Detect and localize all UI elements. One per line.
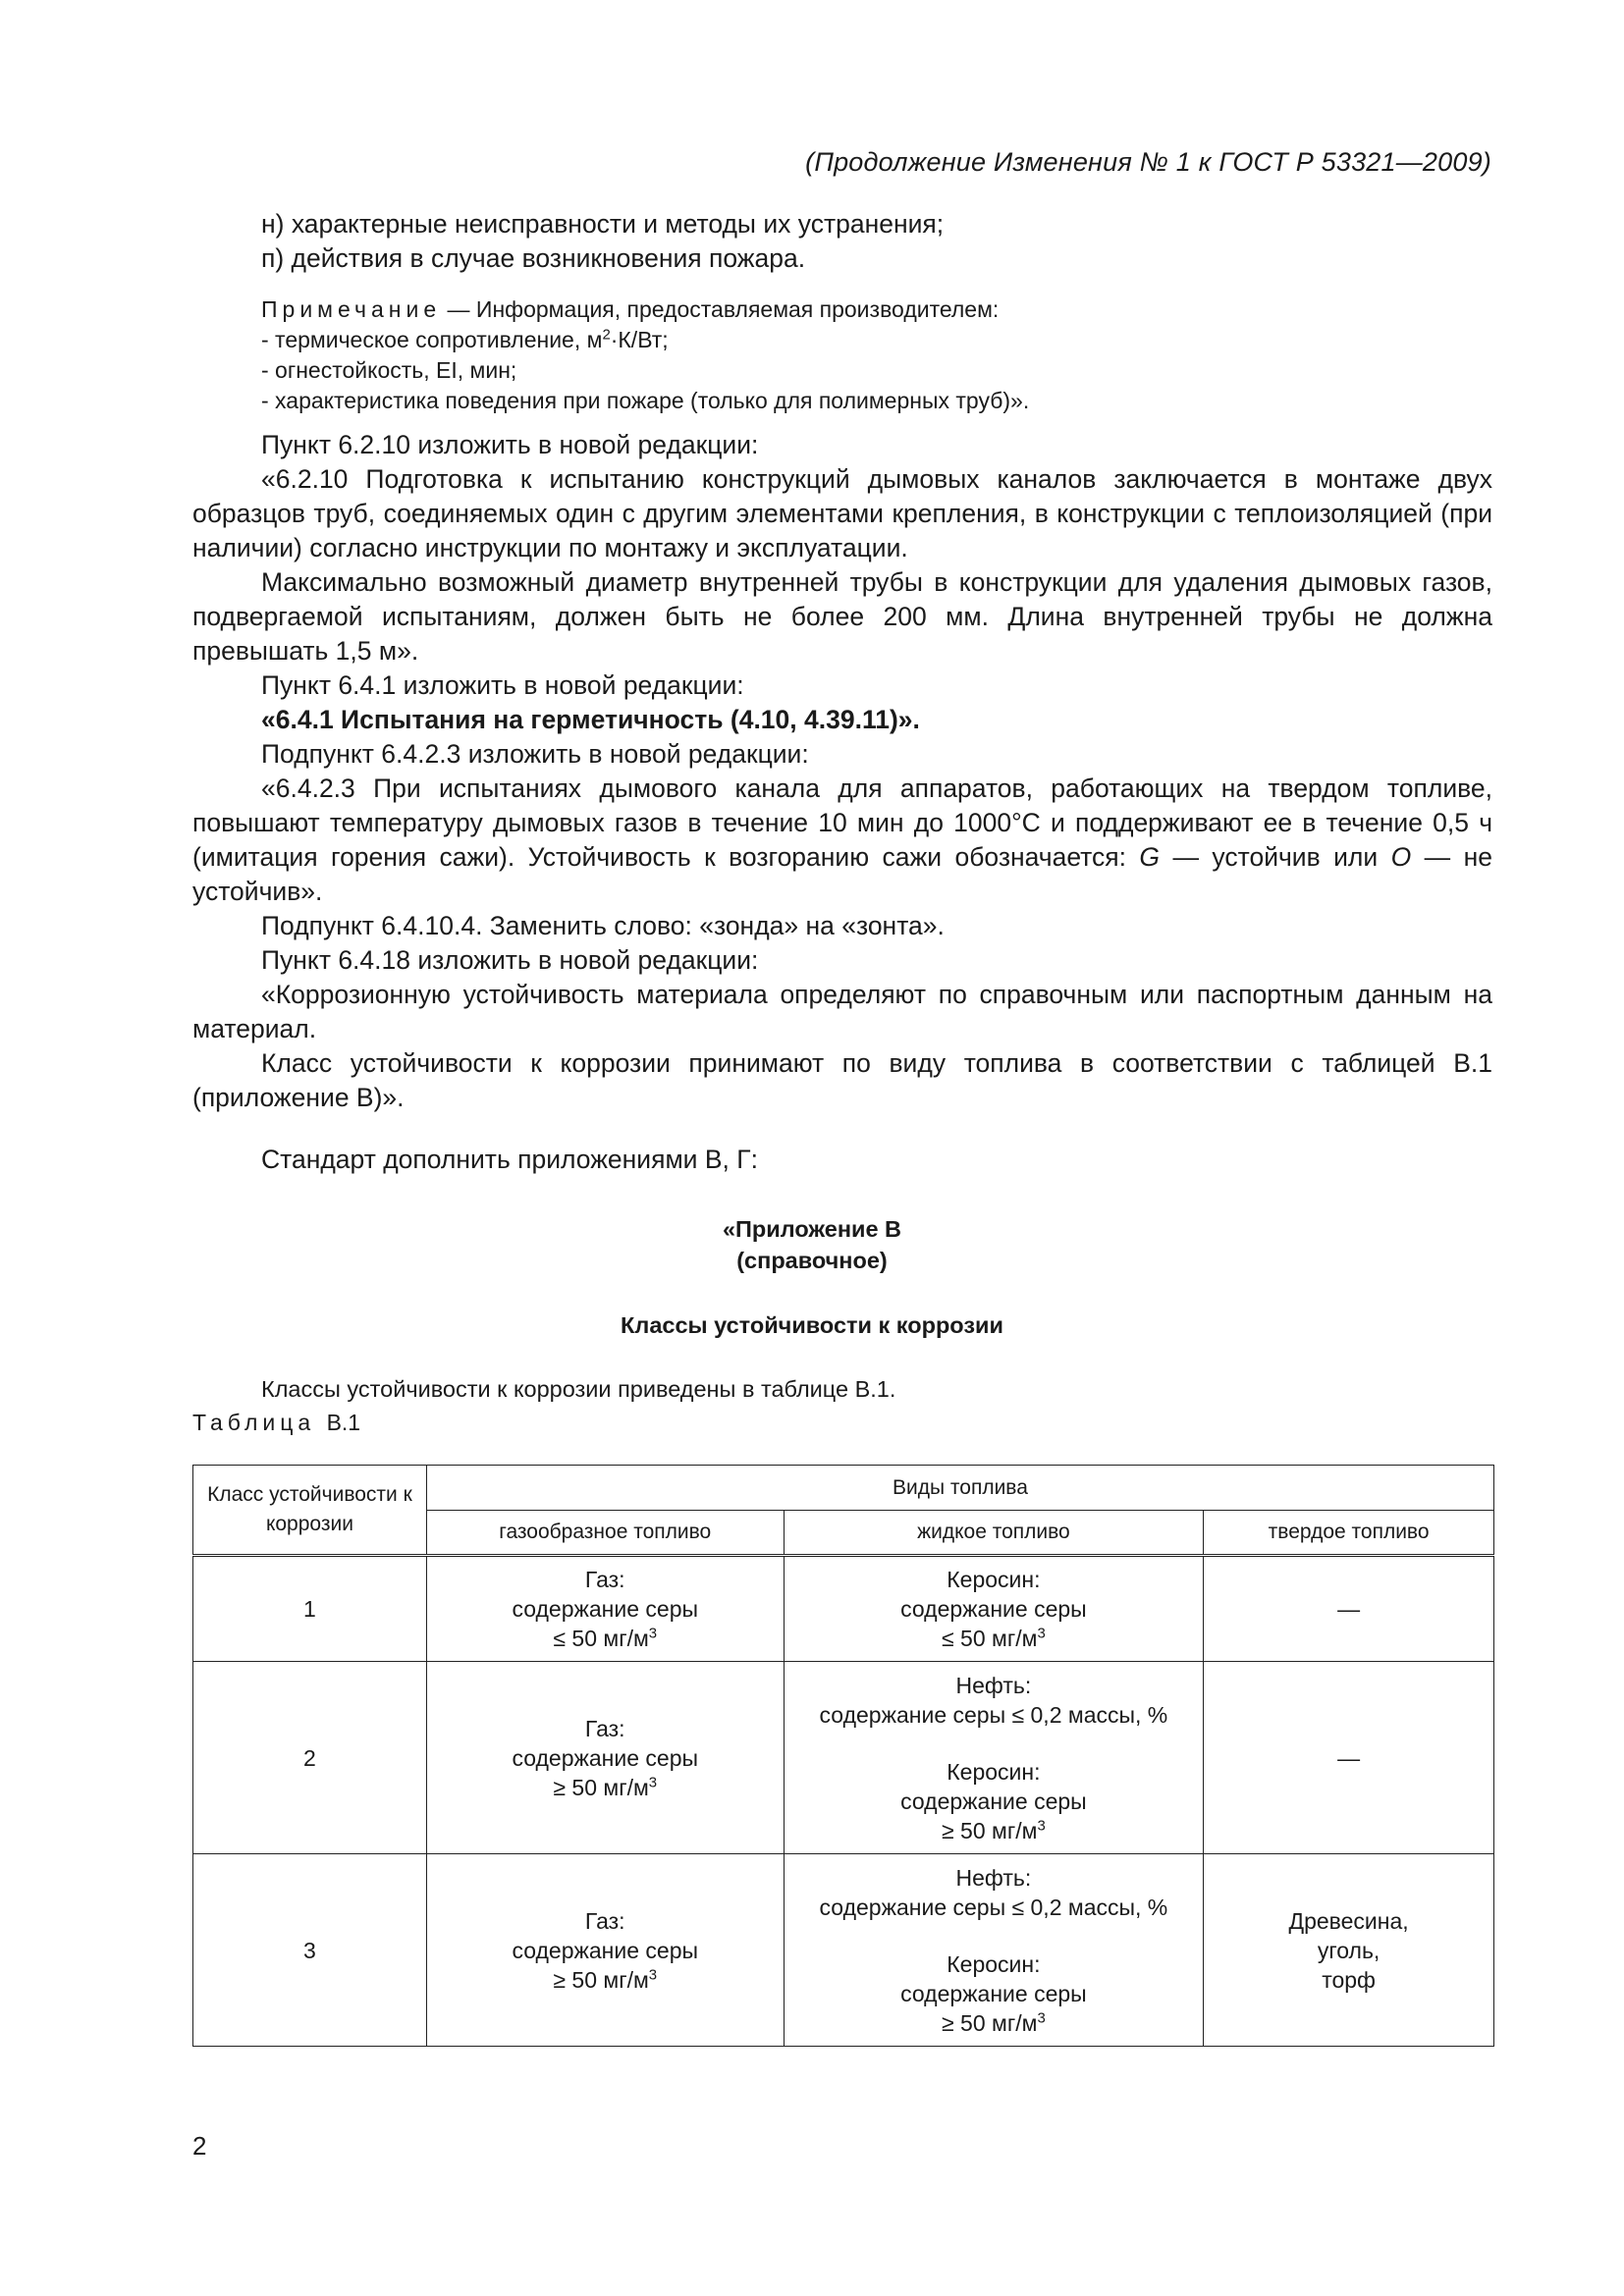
intro-list	[192, 207, 1492, 276]
corrosion-class-table	[192, 1465, 1494, 2047]
header-fuel-types: Виды топлива	[426, 1466, 1493, 1511]
paragraph: Максимально возможный диаметр внутренней трубы в конструкции для удаления дымовых газов, подвергаемой испытаниям, должен быть не более 200 мм. Длина внутренней трубы не должна превышать 1,5 м».	[192, 567, 1492, 666]
table-row: 2 Газ: содержание серы ≥ 50 $мг/м^3$ Нефть: содержание серы ≤ 0,2 массы, % Керосин: содержание серы ≥ 50 $мг/м^3$ —	[193, 1662, 1494, 1854]
paragraph: Стандарт дополнить приложениями В, Г:	[261, 1145, 758, 1174]
paragraph: Подпункт 6.4.10.4. Заменить слово: «зонда» на «зонта».	[261, 911, 945, 940]
header-class: Класс устойчивости к коррозии	[193, 1466, 427, 1556]
table-label: Таблица В.1	[192, 1410, 361, 1435]
paragraph: Пункт 6.4.1 изложить в новой редакции:	[261, 670, 744, 700]
header-liquid: жидкое топливо	[784, 1511, 1204, 1556]
paragraph-bold-clause: «6.4.1 Испытания на герметичность (4.10, 4.39.11)».	[261, 705, 920, 734]
note-item-fire-behaviour: - характеристика поведения при пожаре (только для полимерных труб)».	[261, 388, 1030, 413]
header-gas: газообразное топливо	[426, 1511, 784, 1556]
appendix-heading: Классы устойчивости к коррозии	[621, 1312, 1003, 1338]
paragraph: «Коррозионную устойчивость материала определяют по справочным или паспортным данным на материал.	[192, 980, 1492, 1043]
note-item-thermal: - термическое сопротивление, $м^2\cdot К/Вт$;	[261, 326, 669, 352]
table-row: 1 Газ: содержание серы ≤ 50 $мг/м^3$ Керосин: содержание серы ≤ 50 $мг/м^3$ —	[193, 1556, 1494, 1662]
note-text: — Информация, предоставляемая производителем:	[441, 296, 1000, 322]
header-solid: твердое топливо	[1204, 1511, 1494, 1556]
continuation-header: (Продолжение Изменения № 1 к ГОСТ Р 53321—2009)	[805, 147, 1491, 177]
paragraph: Пункт 6.4.18 изложить в новой редакции:	[261, 945, 759, 975]
table-row: 3 Газ: содержание серы ≥ 50 $мг/м^3$ Нефть: содержание серы ≤ 0,2 массы, % Керосин: содержание серы ≥ 50 $мг/м^3$ Древесина, уголь, торф	[193, 1854, 1494, 2047]
note-heading	[261, 294, 1029, 325]
paragraph: «6.2.10 Подготовка к испытанию конструкций дымовых каналов заключается в монтаже двух образцов труб, соединяемых один с другим элементами крепления, в конструкции с теплоизоляцией (при наличии) согласно инструкции по монтажу и эксплуатации.	[192, 464, 1492, 562]
list-item-n: н) характерные неисправности и методы их устранения;	[261, 209, 945, 239]
page-number: 2	[192, 2131, 207, 2161]
appendix-title: «Приложение В (справочное)	[722, 1216, 902, 1273]
body-text	[192, 428, 1492, 1177]
list-item-p: п) действия в случае возникновения пожара.	[261, 243, 806, 273]
paragraph: Класс устойчивости к коррозии принимают по виду топлива в соответствии с таблицей В.1 (приложение В)».	[192, 1048, 1492, 1112]
paragraph: «6.4.2.3 При испытаниях дымового канала для аппаратов, работающих на твердом топливе, повышают температуру дымовых газов в течение 10 мин до 1000°С и поддерживают ее в течение 0,5 ч (имитация горения сажи). Устойчивость к возгоранию сажи обозначается: G — устойчив или O — не устойчив».	[192, 774, 1492, 906]
paragraph: Подпункт 6.4.2.3 изложить в новой редакции:	[261, 739, 809, 769]
note-item-fire-resistance: - огнестойкость, EI, мин;	[261, 357, 517, 383]
paragraph: Пункт 6.2.10 изложить в новой редакции:	[261, 430, 759, 459]
note-label: Примечание	[261, 296, 442, 322]
appendix-intro: Классы устойчивости к коррозии приведены в таблице В.1.	[261, 1376, 896, 1402]
note-block	[261, 294, 1029, 416]
